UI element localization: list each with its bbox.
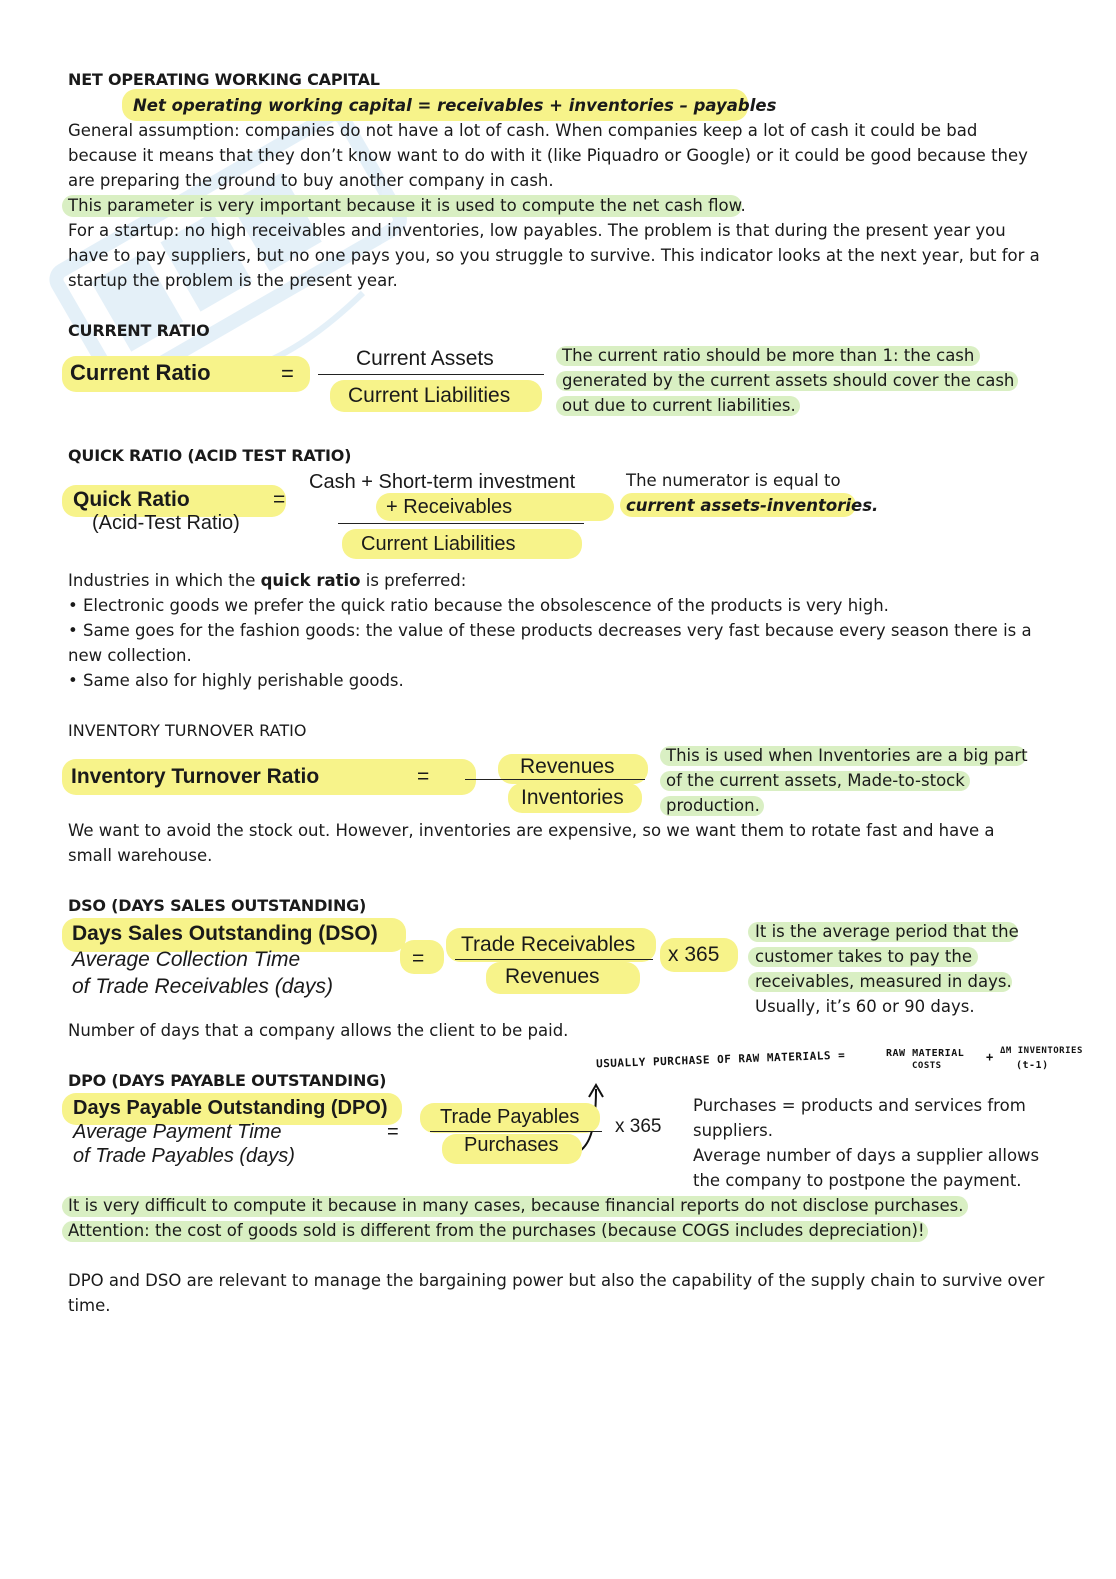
quick-ratio-equals: = <box>273 488 286 511</box>
intro-text: Industries in which the <box>68 571 261 590</box>
dpo-paragraph-line: It is very difficult to compute it because in many cases, because financial reports do not disclose purchases. <box>68 1196 964 1215</box>
fraction-bar <box>430 1131 602 1132</box>
dso-equals: = <box>412 947 425 970</box>
inventory-paragraph-line: small warehouse. <box>68 846 213 865</box>
current-ratio-note-line: generated by the current assets should cover the cash <box>562 371 1015 390</box>
nowc-paragraph-line: startup the problem is the present year. <box>68 271 398 290</box>
fraction-bar <box>318 374 544 375</box>
handwritten-note: COSTS <box>912 1061 942 1071</box>
nowc-paragraph-line: For a startup: no high receivables and inventories, low payables. The problem is that during the present year you <box>68 221 1006 240</box>
dso-note-line: receivables, measured in days. <box>755 972 1012 991</box>
nowc-paragraph-line: General assumption: companies do not have a lot of cash. When companies keep a lot of cash it could be bad <box>68 121 978 140</box>
inventory-turnover-note-line: of the current assets, Made-to-stock <box>666 771 965 790</box>
dpo-label: Days Payable Outstanding (DPO) <box>73 1097 388 1119</box>
nowc-paragraph-line: have to pay suppliers, but no one pays you, so you struggle to survive. This indicator looks at the next year, but for a <box>68 246 1040 265</box>
fraction-bar <box>455 959 653 960</box>
quick-ratio-numerator-line: + Receivables <box>386 496 513 518</box>
intro-text: is preferred: <box>360 571 467 590</box>
quick-ratio-numerator-line: Cash + Short-term investment <box>309 471 576 493</box>
dso-note-line: customer takes to pay the <box>755 947 972 966</box>
dso-denominator: Revenues <box>505 965 600 988</box>
current-ratio-label: Current Ratio <box>70 360 211 385</box>
quick-ratio-note-line: The numerator is equal to <box>626 471 841 490</box>
dpo-note-line: suppliers. <box>693 1121 773 1140</box>
nowc-paragraph-line: are preparing the ground to buy another company in cash. <box>68 171 554 190</box>
fraction-bar <box>465 779 645 780</box>
dpo-numerator: Trade Payables <box>440 1106 580 1128</box>
handwritten-note: USUALLY PURCHASE OF RAW MATERIALS = <box>595 1048 846 1071</box>
nowc-paragraph-line: because it means that they don’t know want to do with it (like Piquadro or Google) or it could be good because they <box>68 146 1028 165</box>
quick-ratio-denominator: Current Liabilities <box>361 533 516 555</box>
quick-ratio-bullet: • Electronic goods we prefer the quick ratio because the obsolescence of the products is very high. <box>68 596 889 615</box>
inventory-turnover-equals: = <box>417 765 430 788</box>
current-ratio-equals: = <box>281 361 294 386</box>
current-ratio-note-line: The current ratio should be more than 1: the cash <box>562 346 975 365</box>
dpo-paragraph-line: time. <box>68 1296 111 1315</box>
dso-paragraph-line: Number of days that a company allows the client to be paid. <box>68 1021 569 1040</box>
quick-ratio-bullet: • Same goes for the fashion goods: the value of these products decreases very fast because every season there is a <box>68 621 1032 640</box>
handwritten-note: + <box>986 1050 994 1064</box>
inventory-turnover-numerator: Revenues <box>520 755 615 778</box>
inventory-turnover-note-line: This is used when Inventories are a big part <box>666 746 1028 765</box>
section-heading-inventory-turnover: INVENTORY TURNOVER RATIO <box>68 721 307 740</box>
dpo-note-line: Average number of days a supplier allows <box>693 1146 1040 1165</box>
inventory-turnover-label: Inventory Turnover Ratio <box>71 765 320 788</box>
dso-numerator: Trade Receivables <box>461 933 636 956</box>
dso-multiplier: x 365 <box>668 943 720 966</box>
dpo-paragraph-line: DPO and DSO are relevant to manage the bargaining power but also the capability of the supply chain to survive over <box>68 1271 1045 1290</box>
quick-ratio-bullet-continuation: new collection. <box>68 646 192 665</box>
dso-sublabel: of Trade Receivables (days) <box>72 975 334 998</box>
quick-ratio-intro <box>68 568 466 593</box>
quick-ratio-bullet: • Same also for highly perishable goods. <box>68 671 404 690</box>
section-heading-dpo: DPO (DAYS PAYABLE OUTSTANDING) <box>68 1071 387 1090</box>
handwritten-note: ΔM INVENTORIES <box>1000 1046 1083 1056</box>
dso-note-line: It is the average period that the <box>755 922 1019 941</box>
dpo-multiplier: x 365 <box>615 1116 662 1137</box>
handwritten-note: (t-1) <box>1016 1060 1049 1071</box>
section-heading-dso: DSO (DAYS SALES OUTSTANDING) <box>68 896 367 915</box>
dpo-note-line: Purchases = products and services from <box>693 1096 1026 1115</box>
handwritten-note: RAW MATERIAL <box>886 1048 965 1059</box>
current-ratio-numerator: Current Assets <box>356 347 494 370</box>
dso-note-line: Usually, it’s 60 or 90 days. <box>755 997 975 1016</box>
dpo-denominator: Purchases <box>464 1134 559 1156</box>
section-heading-quick-ratio: QUICK RATIO (ACID TEST RATIO) <box>68 446 352 465</box>
dpo-sublabel: of Trade Payables (days) <box>73 1145 295 1167</box>
quick-ratio-label: Quick Ratio <box>73 488 190 511</box>
dso-sublabel: Average Collection Time <box>72 948 301 971</box>
fraction-bar <box>338 523 584 524</box>
current-ratio-note-line: out due to current liabilities. <box>562 396 796 415</box>
inventory-paragraph-line: We want to avoid the stock out. However, inventories are expensive, so we want them to rotate fast and have a <box>68 821 995 840</box>
section-heading-current-ratio: CURRENT RATIO <box>68 321 210 340</box>
dpo-equals: = <box>387 1121 399 1143</box>
dso-label: Days Sales Outstanding (DSO) <box>72 922 378 945</box>
intro-bold-text: quick ratio <box>260 571 361 590</box>
dpo-sublabel: Average Payment Time <box>73 1121 282 1143</box>
dpo-note-line: the company to postpone the payment. <box>693 1171 1022 1190</box>
nowc-formula: Net operating working capital = receivables + inventories – payables <box>133 96 777 115</box>
inventory-turnover-note-line: production. <box>666 796 760 815</box>
quick-ratio-sublabel: (Acid-Test Ratio) <box>92 512 240 534</box>
nowc-paragraph-line: This parameter is very important because it is used to compute the net cash flow. <box>68 196 746 215</box>
quick-ratio-note-line: current assets-inventories. <box>626 496 879 515</box>
section-heading-nowc: NET OPERATING WORKING CAPITAL <box>68 70 380 89</box>
inventory-turnover-denominator: Inventories <box>521 786 624 809</box>
current-ratio-denominator: Current Liabilities <box>348 384 511 407</box>
dpo-paragraph-line: Attention: the cost of goods sold is different from the purchases (because COGS includes depreciation)! <box>68 1221 925 1240</box>
